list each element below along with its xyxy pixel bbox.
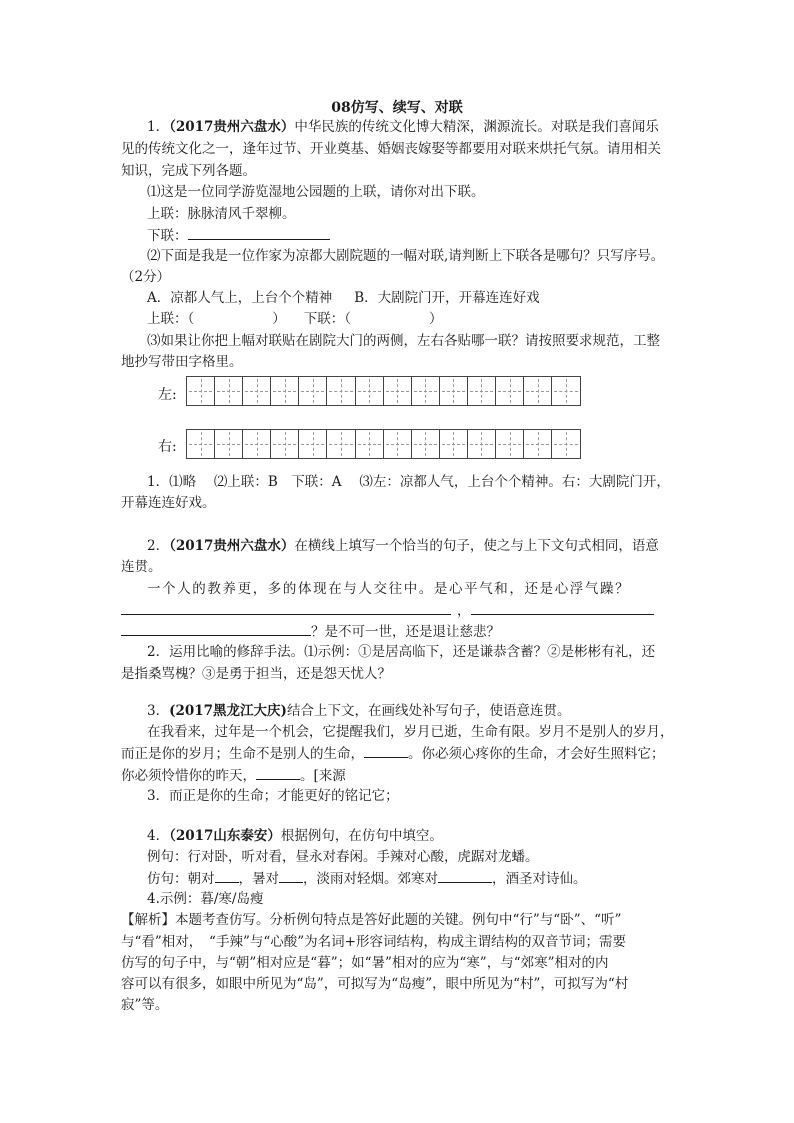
grid-cell[interactable] — [327, 377, 355, 405]
grid-cell[interactable] — [524, 430, 552, 458]
q3-blank-1[interactable] — [364, 743, 408, 758]
q1-intro-1: 中华民族的传统文化博大精深，渊源流长。对联是我们喜闻乐 — [294, 119, 659, 135]
q2-source: （2017贵州六盘水） — [169, 538, 295, 554]
q2-intro-line-1 — [147, 536, 659, 556]
q4-imitate-c: ，淡雨对轻烟。郊寒对 — [303, 871, 438, 887]
grid-cell[interactable] — [552, 430, 580, 458]
q4-imitate-d: ，酒圣对诗仙。 — [492, 871, 587, 887]
q4-analysis-tag: 【解析】 — [121, 912, 175, 928]
q1-intro-line-1 — [147, 117, 659, 137]
q2-number: 2． — [147, 538, 170, 554]
q1-number: 1． — [147, 119, 170, 135]
grid-cell[interactable] — [440, 430, 468, 458]
q2-blank-3[interactable] — [121, 621, 311, 636]
q2-intro-1: 在横线上填写一个恰当的句子，使之与上下文句式相同，语意 — [294, 538, 659, 554]
q1-lower-close: ） — [429, 311, 443, 327]
q4-number: 4． — [147, 828, 170, 844]
grid-cell[interactable] — [468, 430, 496, 458]
q4-imitate-b: ，暑对 — [238, 871, 279, 887]
q1-part3-prompt-1: ⑶如果让你把上幅对联贴在剧院大门的两侧，左右各贴哪一联？请按照要求规范，工整 — [147, 333, 660, 349]
q3-text-2b: 。你必须心疼你的生命，才会好生照料它； — [408, 746, 665, 762]
q4-source: （2017山东泰安） — [169, 828, 281, 844]
q4-blank-2[interactable] — [279, 868, 303, 883]
q1-part3-prompt-2: 地抄写带田字格里。 — [121, 354, 243, 370]
grid-cell[interactable] — [552, 377, 580, 405]
grid-cell[interactable] — [243, 377, 271, 405]
q1-option-b: B．大剧院门开，开幕连连好戏 — [354, 290, 540, 306]
grid-cell[interactable] — [384, 377, 412, 405]
grid-cell[interactable] — [187, 430, 215, 458]
q2-answer-2: 是指桑骂槐？③是勇于担当，还是怨天忧人？ — [121, 666, 391, 682]
q1-part1-lower-label: 下联： — [147, 228, 188, 244]
q1-part1-upper: 上联：脉脉清风千翠柳。 — [147, 206, 296, 222]
q3-blank-2[interactable] — [256, 765, 300, 780]
q1-source: （2017贵州六盘水） — [169, 119, 295, 135]
q4-imitate-a: 仿句：朝对 — [147, 871, 215, 887]
q4-analysis-2: 与“看”相对， “手辣”与“心酸”为名词+形容词结构，构成主谓结构的双音节词；需要 — [121, 934, 626, 950]
tianzige-grid-right[interactable] — [186, 429, 581, 459]
q4-analysis-5: 寂”等。 — [121, 997, 169, 1013]
q1-part2-answer-row — [147, 309, 443, 329]
grid-cell[interactable] — [356, 377, 384, 405]
q1-upper-close: ） — [272, 311, 286, 327]
q1-part2-prompt: ⑵下面是我是一位作家为凉都大剧院题的一幅对联,请判断上下联各是哪句？只写序号。 — [147, 248, 665, 264]
q2-text-2-end: ？是不可一世，还是退让慈悲？ — [311, 624, 500, 640]
q2-answer-1: 2．运用比喻的修辞手法。⑴示例：①是居高临下，还是谦恭含蓄？②是彬彬有礼，还 — [147, 644, 656, 660]
grid-right-label: 右: — [158, 439, 177, 455]
q3-number: 3． — [147, 703, 170, 719]
q4-intro-text: 根据例句，在仿句中填空。 — [280, 828, 443, 844]
q4-intro — [147, 826, 443, 846]
q2-text-1: 一个人的教养更，多的体现在与人交往中。是心平气和，还是心浮气躁？ — [147, 581, 631, 597]
q3-answer: 3．而正是你的生命；才能更好的铭记它； — [147, 788, 399, 804]
grid-cell[interactable] — [215, 430, 243, 458]
q4-imitate — [147, 868, 587, 889]
grid-cell[interactable] — [271, 377, 299, 405]
q3-text-1: 在我看来，过年是一个机会，它提醒我们，岁月已逝，生命有限。岁月不是别人的岁月， — [147, 724, 674, 740]
grid-cell[interactable] — [384, 430, 412, 458]
grid-left-label: 左: — [158, 387, 177, 403]
grid-cell[interactable] — [412, 430, 440, 458]
q4-example: 例句：行对卧，听对看，昼永对春闲。手辣对心酸，虎踞对龙蟠。 — [147, 849, 539, 865]
q4-analysis-4: 容可以有很多，如眼中所见为“岛”，可拟写为“岛瘦”，眼中所见为“村”，可拟写为“村 — [121, 976, 629, 992]
q1-option-a: A．凉都人气上，上台个个精神 — [147, 290, 333, 306]
grid-cell[interactable] — [215, 377, 243, 405]
q3-text-3 — [121, 765, 346, 786]
grid-cell[interactable] — [327, 430, 355, 458]
grid-cell[interactable] — [496, 377, 524, 405]
q1-part2-options — [147, 288, 540, 308]
q4-analysis-3: 仿写的句子中，与“朝”相对应是“暮”；如“暑”相对的应为“寒”，与“郊寒”相对的内 — [121, 955, 609, 971]
grid-cell[interactable] — [468, 377, 496, 405]
q1-part2-score: （2分） — [121, 269, 171, 285]
q2-comma: ， — [457, 603, 471, 619]
q3-intro — [147, 701, 570, 721]
q4-blank-3[interactable] — [438, 868, 492, 883]
tianzige-grid-left[interactable] — [186, 376, 581, 406]
q3-text-2a: 而正是你的岁月；生命不是别人的生命， — [121, 746, 364, 762]
q2-blank-row-1 — [121, 600, 654, 621]
q3-intro-text: 结合上下文，在画线处补写句子，使语意连贯。 — [286, 703, 571, 719]
q2-blank-2[interactable] — [471, 600, 654, 615]
grid-cell[interactable] — [440, 377, 468, 405]
q3-text-3b: 。[来源 — [300, 768, 346, 784]
q1-lower-label: 下联：（ — [303, 311, 351, 327]
grid-cell[interactable] — [356, 430, 384, 458]
q2-intro-line-2: 连贯。 — [121, 559, 162, 575]
q1-intro-line-2: 见的传统文化之一，逢年过节、开业奠基、婚姻丧嫁娶等都要用对联来烘托气氛。请用相关 — [121, 141, 661, 157]
q1-part1-lower-blank[interactable] — [188, 225, 330, 240]
q1-answer-2: 开幕连连好戏。 — [121, 495, 216, 511]
grid-cell[interactable] — [299, 430, 327, 458]
q4-analysis-1 — [121, 910, 621, 930]
page-title: 08仿写、续写、对联 — [331, 100, 463, 116]
q1-upper-label: 上联：（ — [147, 311, 195, 327]
q3-source: (2017黑龙江大庆) — [169, 703, 287, 719]
grid-cell[interactable] — [271, 430, 299, 458]
q2-blank-row-2 — [121, 621, 500, 642]
q4-answer: 4.示例：暮/寒/岛瘦 — [147, 891, 264, 907]
grid-cell[interactable] — [412, 377, 440, 405]
q2-blank-1[interactable] — [121, 600, 451, 615]
q4-analysis-1-text: 本题考查仿写。分析例句特点是答好此题的关键。例句中“行”与“卧”、“听” — [175, 912, 622, 928]
grid-cell[interactable] — [243, 430, 271, 458]
grid-cell[interactable] — [524, 377, 552, 405]
q4-blank-1[interactable] — [215, 868, 239, 883]
q3-text-2 — [121, 743, 665, 764]
grid-cell[interactable] — [187, 377, 215, 405]
q1-answer-1: 1．⑴略 ⑵上联：B 下联：A ⑶左：凉都人气，上台个个精神。右：大剧院门开， — [147, 474, 670, 490]
grid-cell[interactable] — [299, 377, 327, 405]
grid-cell[interactable] — [496, 430, 524, 458]
q1-part1-lower-row — [147, 225, 330, 246]
q1-intro-line-3: 知识，完成下列各题。 — [121, 163, 256, 179]
q1-part1-prompt: ⑴这是一位同学游览湿地公园题的上联，请你对出下联。 — [147, 184, 485, 200]
q3-text-3a: 你必须怜惜你的昨天， — [121, 768, 256, 784]
